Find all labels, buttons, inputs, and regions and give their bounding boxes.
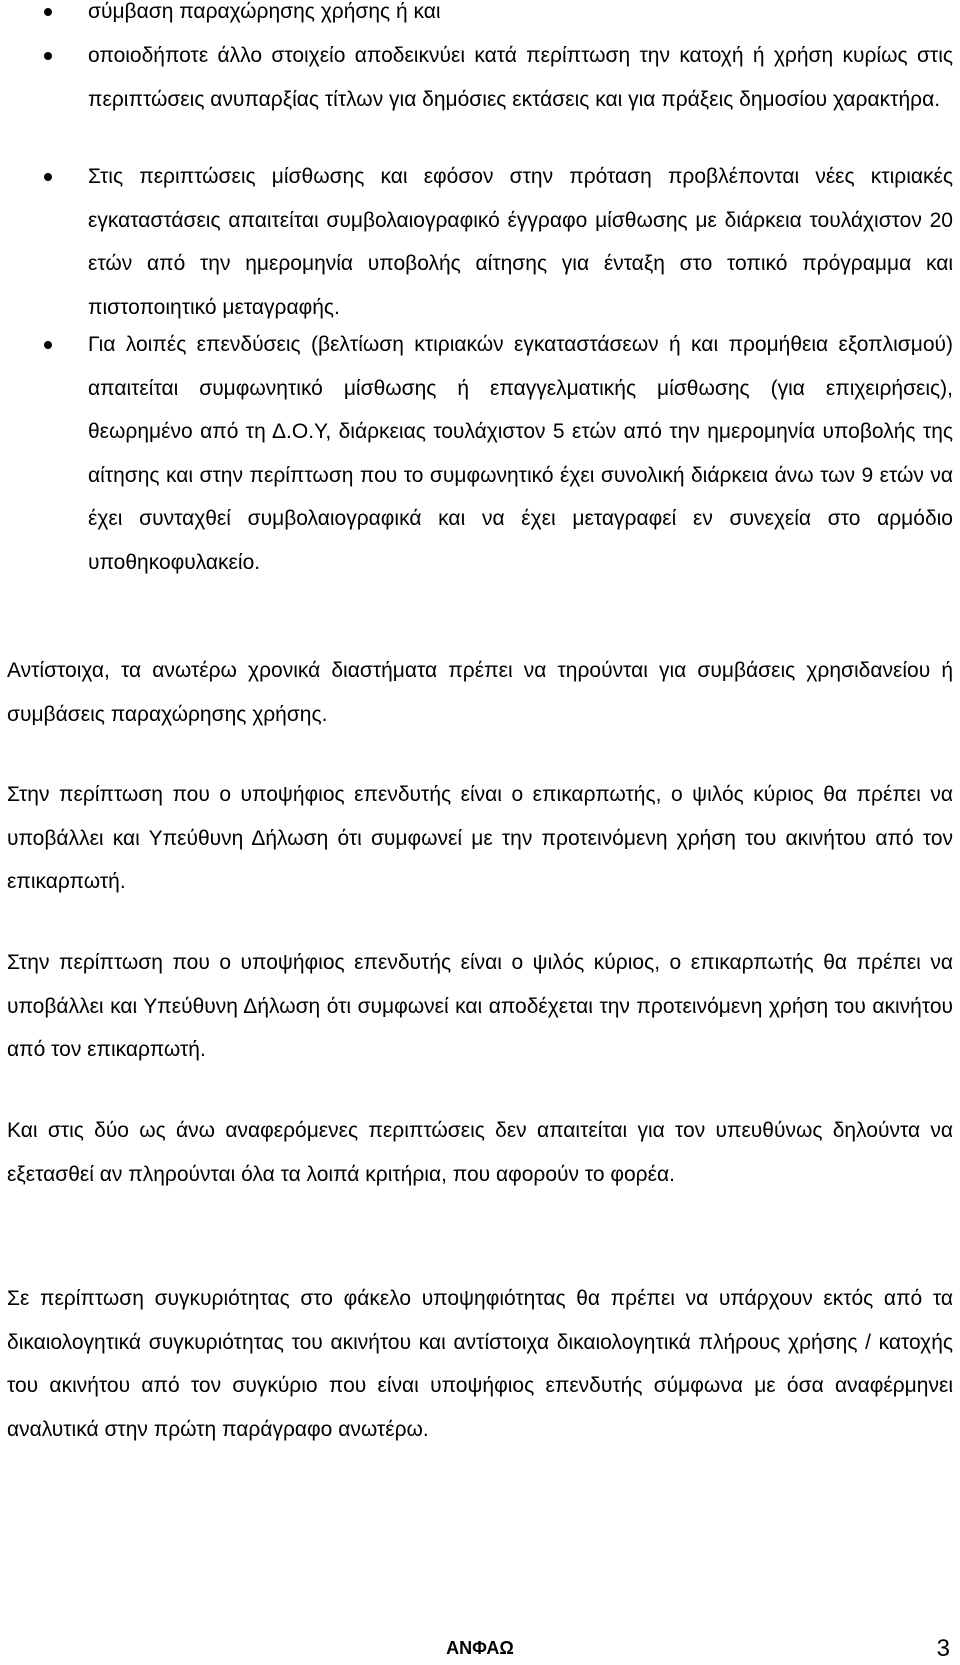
list-item	[0, 34, 960, 121]
list-item	[0, 0, 960, 34]
paragraph-co-ownership: Σε περίπτωση συγκυριότητας στο φάκελο υποψηφιότητας θα πρέπει να υπάρχουν εκτός από τα δικαιολογητικά συγκυριότητας του ακινήτου και αντίστοιχα δικαιολογητικά πλήρους χρήσης / κατοχής του ακινήτου από τον συγκύριο που είναι υποψήφιος επενδυτής σύμφωνα με όσα αναφέρμηνει αναλυτικά στην πρώτη παράγραφο ανωτέρω.	[7, 1287, 953, 1441]
list-item-text: Για λοιπές επενδύσεις (βελτίωση κτιριακών εγκαταστάσεων ή και προμήθεια εξοπλισμού) απαιτείται συμφωνητικό μίσθωσης ή επαγγελματικής μίσθωσης (για επιχειρήσεις), θεωρημένο από τη Δ.Ο.Υ, διάρκειας τουλάχιστον 5 ετών από την ημερομηνία υποβολής της αίτησης και στην περίπτωση που το συμφωνητικό έχει συνολική διάρκεια άνω των 9 ετών να έχει συνταχθεί συμβολαιογραφικά και να έχει μεταγραφεί εν συνεχεία στο αρμόδιο υποθηκοφυλακείο.	[88, 333, 953, 574]
list-item	[0, 155, 960, 329]
paragraph-both-cases: Και στις δύο ως άνω αναφερόμενες περιπτώσεις δεν απαιτείται για τον υπευθύνως δηλούντα να εξετασθεί αν πληρούνται όλα τα λοιπά κριτήρια, που αφορούν το φορέα.	[7, 1119, 953, 1186]
bullet-dot-icon	[44, 8, 52, 16]
bullet-dot-icon	[44, 52, 52, 60]
bullet-dot-icon	[44, 173, 52, 181]
list-item-text: οποιοδήποτε άλλο στοιχείο αποδεικνύει κατά περίπτωση την κατοχή ή χρήση κυρίως στις περιπτώσεις ανυπαρξίας τίτλων για δημόσιες εκτάσεις και για πράξεις δημοσίου χαρακτήρα.	[88, 44, 953, 111]
paragraph-bare-owner: Στην περίπτωση που ο υποψήφιος επενδυτής είναι ο ψιλός κύριος, ο επικαρπωτής θα πρέπει να υποβάλλει και Υπεύθυνη Δήλωση ότι συμφωνεί και αποδέχεται την προτεινόμενη χρήση του ακινήτου από τον επικαρπωτή.	[7, 951, 953, 1061]
page-number: 3	[936, 1635, 950, 1662]
footer-org: ΑΝΦΑΩ	[446, 1638, 514, 1658]
list-item-text: σύμβαση παραχώρησης χρήσης ή και	[88, 0, 441, 23]
list-item-text: Στις περιπτώσεις μίσθωσης και εφόσον στην πρόταση προβλέπονται νέες κτιριακές εγκαταστάσεις απαιτείται συμβολαιογραφικό έγγραφο μίσθωσης με διάρκεια τουλάχιστον 20 ετών από την ημερομηνία υποβολής αίτησης για ένταξη στο τοπικό πρόγραμμα και πιστοποιητικό μεταγραφής.	[88, 165, 953, 319]
bullet-dot-icon	[44, 341, 52, 349]
paragraph-usufructuary: Στην περίπτωση που ο υποψήφιος επενδυτής είναι ο επικαρπωτής, ο ψιλός κύριος θα πρέπει να υποβάλλει και Υπεύθυνη Δήλωση ότι συμφωνεί με την προτεινόμενη χρήση του ακινήτου από τον επικαρπωτή.	[7, 783, 953, 893]
list-item	[0, 323, 960, 584]
paragraph-loan-contracts: Αντίστοιχα, τα ανωτέρω χρονικά διαστήματα πρέπει να τηρούνται για συμβάσεις χρησιδανείου ή συμβάσεις παραχώρησης χρήσης.	[7, 659, 953, 726]
